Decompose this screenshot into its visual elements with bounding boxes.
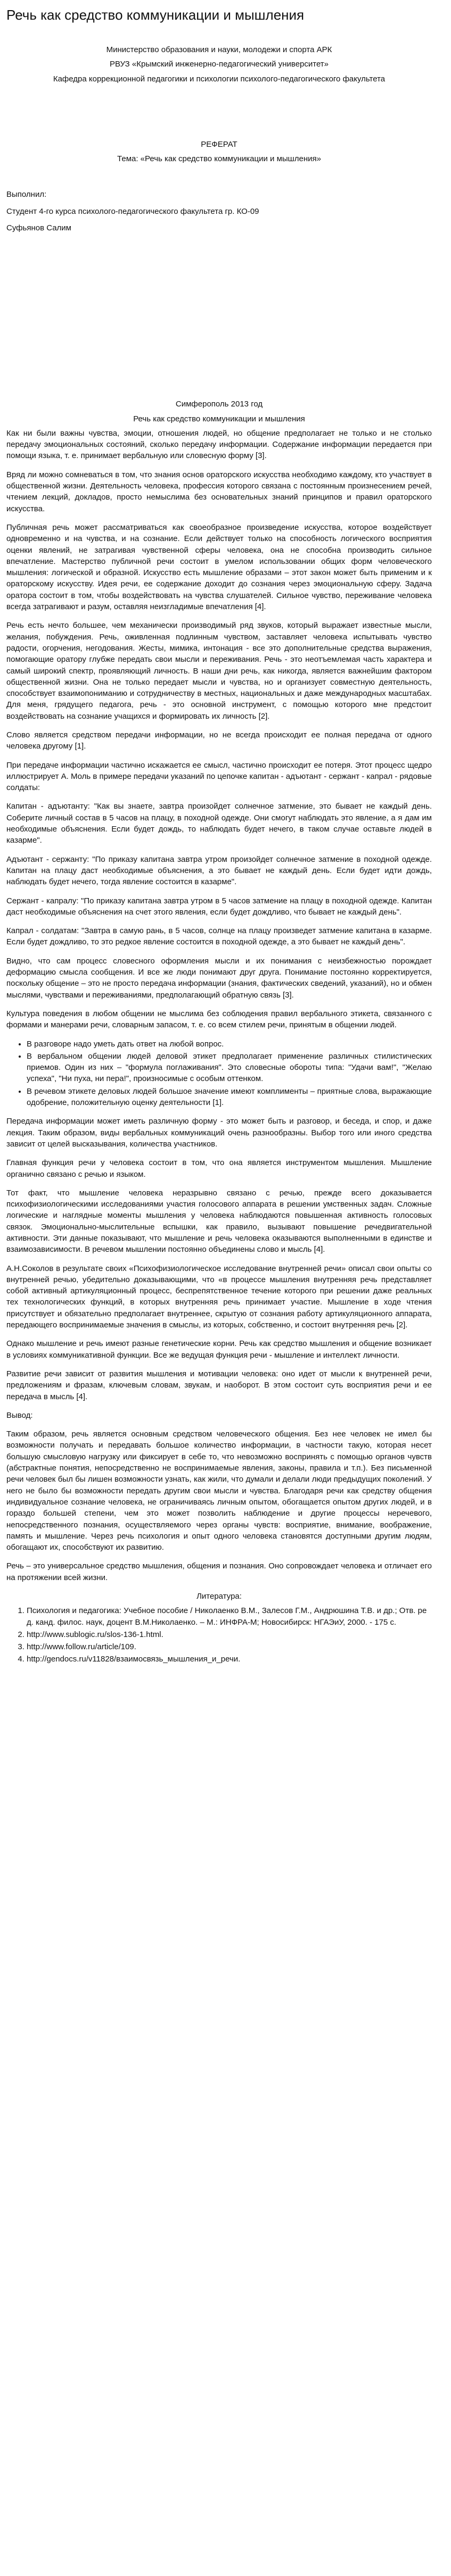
conclusion-label: Вывод:: [6, 1410, 33, 1420]
paragraph: Капитан - адъютанту: "Как вы знаете, завтра произойдет солнечное затмение, это бывает не каждый день. Соберите личный состав в 5 часов на плацу, в походной одежде. Они смогут наблюдать это явление, а я дам им необходимые объяснения. Если будет дождь, то наблюдать будет нечего, в таком случае оставьте людей в казарме".: [6, 802, 432, 845]
paragraph: Главная функция речи у человека состоит в том, что она является инструментом мышления. Мышление органично связано с речью и языком.: [6, 1158, 432, 1179]
paragraph: Капрал - солдатам: "Завтра в самую рань, в 5 часов, солнце на плацу произведет затмение капитана в казарме. Если будет дождливо, то это редкое явление состоится в походной одежде, а это бывает не каждый день".: [6, 926, 432, 947]
reference-item[interactable]: 4. http://gendocs.ru/v11828/взаимосвязь_мышления_и_речи.: [27, 1653, 432, 1665]
paragraph: Вряд ли можно сомневаться в том, что знания основ ораторского искусства необходимо каждому, кто участвует в общественной жизни. Деятельность человека, профессия которого связана с постоянным произнесением речей, чтением лекций, докладов, просто немыслима без основательных знаний принципов и правил ораторского искусства.: [6, 470, 432, 513]
document-page: [0, 5, 451, 1665]
paragraph: Тот факт, что мышление человека неразрывно связано с речью, прежде всего доказывается психофизиологическими исследованиями участия голосового аппарата в решении умственных задач. Сложные логические и наглядные моменты мышления у человека наблюдаются повышенная активность голосовых связок. Эмоционально-мыслительные вспышки, как правило, вызывают повышение речедвигательной активности. Эти данные показывают, что мышление и речь человека оказываются выполненными в единстве и взаимозависимости. В речевом мышлении постоянно объединены слово и мысль [4].: [6, 1188, 432, 1254]
reference-item[interactable]: 3. http://www.follow.ru/article/109.: [27, 1641, 432, 1652]
paragraph: Однако мышление и речь имеют разные генетические корни. Речь как средство мышления и общение возникает в условиях коммуникативной функции. Все же ведущая функция речи - мышление и интеллект личности.: [6, 1339, 432, 1360]
list-item: • В вербальном общении людей деловой этикет предполагает применение различных стилистических приемов. Один из них – "формула поглаживания". Это словесные обороты типа: "Удачи вам!", "Желаю успеха", "Ни пуха, ни пера!", произносимые с особым оттенком.: [27, 1051, 432, 1085]
reference-item[interactable]: 2. http://www.sublogic.ru/slos-136-1.html.: [27, 1629, 432, 1640]
paragraph: Речь есть нечто большее, чем механически производимый ряд звуков, который выражает известные мысли, желания, побуждения. Речь, оживленная подлинным чувством, заставляет человека испытывать чувство радости, огорчения, негодования. Жесты, мимика, интонация - все это дополнительные средства выражения, помогающие оратору глубже передать свои мысли и переживания. Речь - это неотъемлемая часть характера и самый широкий спектр, проявляющий личность. В наши дни речь, как никогда, является важнейшим фактором общественной жизни. Она не только передает мысли и чувства, но и организует совместную деятельность, способствует взаимопониманию и сотрудничеству в местных, национальных и даже международных масштабах. Для меня, грядущего педагога, речь - это основной инструмент, с помощью которого мне предстоит воздействовать на сознание учащихся и формировать их личность [2].: [6, 621, 432, 721]
page-title: Речь как средство коммуникации и мышления: [6, 7, 305, 23]
reference-item: 1. Психология и педагогика: Учебное пособие / Николаенко В.М., Залесов Г.М., Андрюшина Т.В. и др.; Отв. ред. канд. филос. наук, доцент В.М.Николаенко. – М.: ИНФРА-М; Новосибирск: НГАЭиУ, 2000. - 175 с.: [27, 1605, 432, 1628]
paragraph: Речь – это универсальное средство мышления, общения и познания. Оно сопровождает человека и отличает его на протяжении всей жизни.: [6, 1561, 432, 1582]
paragraph: Передача информации может иметь различную форму - это может быть и разговор, и беседа, и спор, и даже лекция. Таким образом, виды вербальных коммуникаций очень разнообразны. Выбор того или иного средства зависит от целей высказывания, количества участников.: [6, 1117, 432, 1149]
paragraph: Публичная речь может рассматриваться как своеобразное произведение искусства, которое воздействует одновременно и на чувства, и на сознание. Если действует только на способность логического восприятия оценки явлений, не затрагивая чувственной сферы человека, она не способна производить сильное впечатление. Мастерство публичной речи состоит в умелом использовании общих форм человеческого мышления: логической и образной. Искусство есть мышление образами – этот закон может быть применим и к ораторскому искусству. Идея речи, ее содержание доходит до сознания через эмоциональную сферу. Задача оратора состоит в том, чтобы воздействовать на чувства слушателей. Сильное чувство, переживание человека всегда затрагивают и разум, оставляя неизгладимые впечатления [4].: [6, 522, 432, 612]
paragraph: А.Н.Соколов в результате своих «Психофизиологическое исследование внутренней речи» описал свои опыты со внутренней речью, убедительно доказывающими, что «в процессе мышления внутренняя речь представляет собой активный артикуляционный процесс, беспрепятственное течение которого при решении даже реальных тех технологических функций, в которых внутренняя речь принимает участие. Мышление в ходе чтения присутствует и обязательно предполагает внутреннее, скрытую от сознания работу артикуляционного аппарата, передающего воспринимаемые значения в смыслы, из которых, собственно, и состоит внутренняя речь [2].: [6, 1264, 432, 1330]
done-label: Выполнил:: [6, 190, 47, 200]
etiquette-list: [6, 1038, 432, 1109]
paragraph: Адъютант - сержанту: "По приказу капитана завтра утром произойдет солнечное затмение в походной одежде. Капитан на плацу даст необходимые объяснения, а это бывает не каждый день. Если будет идти дождь, наблюдать будет нечего, тогда явление состоится в казарме".: [6, 854, 432, 887]
list-item: • В речевом этикете деловых людей большое значение имеют комплименты – приятные слова, выражающие одобрение, положительную оценку деятельности [1].: [27, 1086, 432, 1109]
referat-label: РЕФЕРАТ: [201, 139, 237, 149]
paragraph: Развитие речи зависит от развития мышления и мотивации человека: оно идет от мысли к внутренней речи, предложениям и фразам, ключевым словам, звукам, и наоборот. В этом состоит суть восприятия речи и ее передача в мысль [4].: [6, 1369, 432, 1401]
paragraph: Видно, что сам процесс словесного оформления мысли и их понимания с неизбежностью порождает деформацию смысла сообщения. И все же люди понимают друг друга. Понимание постоянно корректируется, поскольку общение – это не просто передача информации (знания, фактических сведений, указаний), но и обмен мыслями, чувствами и переживаниями, предполагающий обратную связь [3].: [6, 956, 432, 1000]
paragraph: Слово является средством передачи информации, но не всегда происходит ее полная передача от одного человека другому [1].: [6, 730, 432, 751]
list-item: • В разговоре надо уметь дать ответ на любой вопрос.: [27, 1038, 432, 1050]
paragraph: Культура поведения в любом общении не мыслима без соблюдения правил вербального этикета, связанного с формами и манерами речи, словарным запасом, т. е. со всем стилем речи, принятым в общении людей.: [6, 1009, 432, 1030]
paragraph: Как ни были важны чувства, эмоции, отношения людей, но общение предполагает не только и не столько передачу эмоциональных состояний, сколько передачу информации. Содержание информации передается при помощи языка, т. е. принимает вербальную или словесную форму [3].: [6, 428, 432, 461]
student-line: Студент 4-го курса психолого-педагогического факультета гр. КО-09: [6, 206, 259, 216]
paragraph: Таким образом, речь является основным средством человеческого общения. Без нее человек не имел бы возможности получать и передавать большое количество информации, в частности такую, которая несет большую смысловую нагрузку или фиксирует в себе то, что невозможно воспринять с помощью органов чувств (абстрактные понятия, непосредственно не воспринимаемые явления, законы, правила и т.п.). Без письменной речи человек был бы лишен возможности узнать, как жили, что думали и делали люди предыдущих поколений. У него не было бы возможности передать другим свои мысли и чувства. Благодаря речи как средству общения индивидуальное сознание человека, не ограничиваясь личным опытом, обогащается опытом других людей, и в гораздо большей степени, чем это может позволить наблюдение и другие процессы неречевого, непосредственного познания, осуществляемого через органы чувств: восприятие, внимание, воображение, память и мышление. Через речь психология и опыт одного человека становятся доступными другим людям, обогащают их, способствуют их развитию.: [6, 1430, 432, 1552]
author-name: Суфьянов Салим: [6, 223, 71, 232]
body-section-one: [6, 428, 432, 1031]
references-label: Литература:: [196, 1592, 242, 1601]
department-line: Кафедра коррекционной педагогики и психологии психолого-педагогического факультета: [53, 74, 386, 84]
paragraph: Сержант - капралу: "По приказу капитана завтра утром в 5 часов затмение на плацу в походной одежде. Капитан даст необходимые объяснения на счет этого явления, если будет дождливо, что бывает не каждый день".: [6, 896, 432, 917]
paragraph: При передаче информации частично искажается ее смысл, частично происходит ее потеря. Этот процесс щедро иллюстрирует А. Моль в примере передачи указаний по цепочке капитан - адъютант - сержант - капрал - рядовые солдаты:: [6, 760, 432, 793]
referat-theme: Тема: «Речь как средство коммуникации и мышления»: [117, 154, 321, 164]
ministry-line: Министерство образования и науки, молодежи и спорта АРК: [106, 45, 332, 54]
city-year: Симферополь 2013 год: [175, 400, 263, 409]
references-list: [6, 1605, 432, 1665]
body-section-two: [6, 1116, 432, 1583]
body-title: Речь как средство коммуникации и мышления: [133, 414, 305, 423]
university-line: РВУЗ «Крымский инженерно-педагогический университет»: [109, 60, 329, 69]
